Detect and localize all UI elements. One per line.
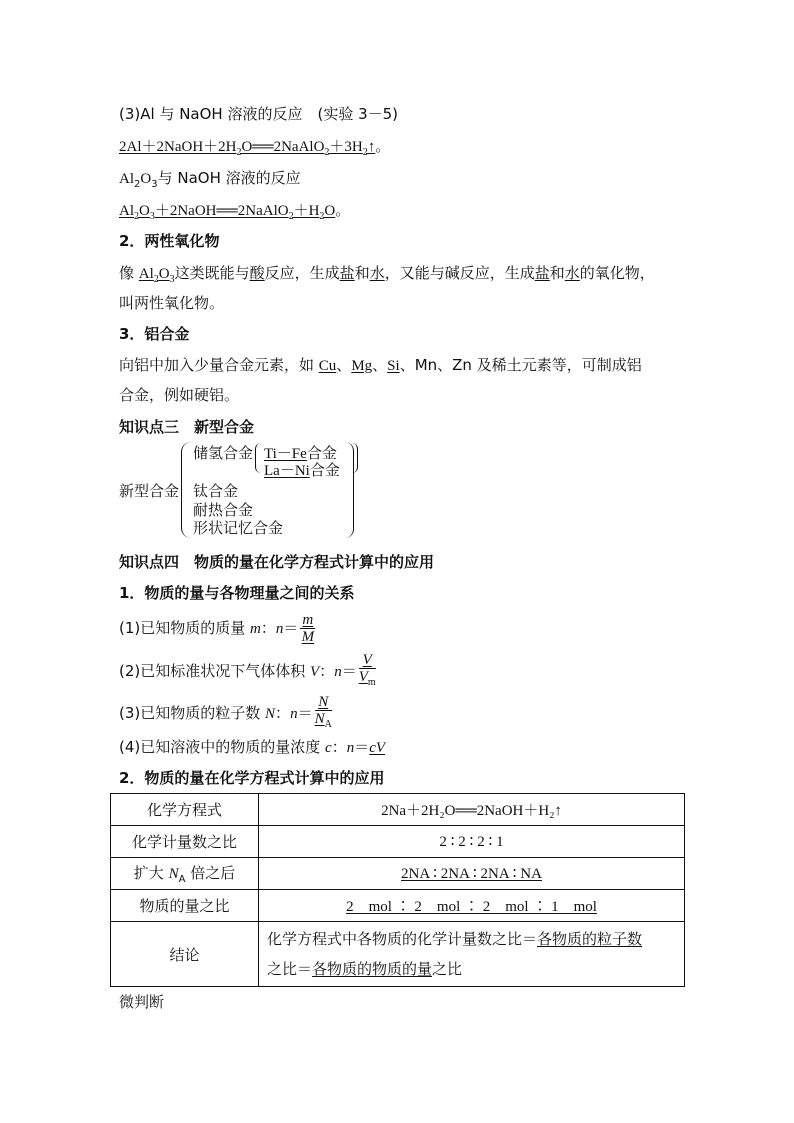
small-left-brace — [255, 443, 262, 473]
tree-root: 新型合金 — [119, 482, 180, 500]
tree-shape-memory-alloy: 形状记忆合金 — [193, 519, 284, 537]
table-row — [111, 922, 685, 987]
relation-concentration: (4)已知溶液中的物质的量浓度 c：n＝cV — [119, 738, 386, 756]
table-row — [111, 826, 685, 858]
table-row — [111, 890, 685, 922]
row-value: 2NA ∶ 2NA ∶ 2NA ∶ NA — [259, 858, 685, 890]
row-head: 扩大 $N_A$ 倍之后 — [111, 858, 259, 890]
row-head: 化学方程式 — [111, 794, 259, 826]
amphoteric-para-line1: 像 $Al_2O_3$这类既能与酸反应，生成盐和水，又能与碱反应，生成盐和水的氧化物， — [119, 264, 655, 285]
amphoteric-heading: 2．两性氧化物 — [119, 232, 220, 250]
calculation-table — [110, 793, 685, 987]
relation-mass: (1)已知物质的质量 m：n＝ $\frac{m}{M}$ — [119, 612, 315, 645]
tree-tife: Ti－Fe合金 — [264, 444, 337, 462]
fraction-m-over-M: $\frac{m}{M}$ — [301, 612, 315, 645]
kp3-heading: 知识点三 新型合金 — [119, 418, 255, 436]
big-right-brace — [345, 442, 354, 538]
tree-heat-alloy: 耐热合金 — [193, 501, 254, 519]
al2o3-reaction-title: $Al_2O_3$与 NaOH 溶液的反应 — [119, 169, 301, 190]
micro-judgement-label: 微判断 — [119, 993, 165, 1011]
row-head: 结论 — [111, 922, 259, 987]
amphoteric-para-line2: 叫两性氧化物。 — [119, 294, 225, 312]
kp4-sub1: 1．物质的量与各物理量之间的关系 — [119, 584, 355, 602]
tree-ti-alloy: 钛合金 — [193, 482, 239, 500]
fraction-N-over-NA: $\frac{N}{N_A}$ — [314, 694, 332, 730]
alloy-heading: 3．铝合金 — [119, 325, 190, 343]
row-head: 化学计量数之比 — [111, 826, 259, 858]
table-row — [111, 794, 685, 826]
alloy-para-line1: 向铝中加入少量合金元素，如 Cu、Mg、Si、Mn、Zn 及稀土元素等，可制成铝 — [119, 356, 642, 374]
row-value: 2 mol ∶ 2 mol ∶ 2 mol ∶ 1 mol — [259, 890, 685, 922]
table-row — [111, 858, 685, 890]
kp4-sub2: 2．物质的量在化学方程式计算中的应用 — [119, 769, 385, 787]
section-3-title: (3)Al 与 NaOH 溶液的反应 (实验 3－5) — [119, 105, 399, 123]
row-head: 物质的量之比 — [111, 890, 259, 922]
relation-particles: (3)已知物质的粒子数 N：n＝ $\frac{N}{N_A}$ — [119, 694, 332, 733]
row-conclusion: 化学方程式中各物质的化学计量数之比＝各物质的粒子数 之比＝各物质的物质的量之比 — [259, 922, 685, 987]
new-alloy-tree — [119, 440, 379, 540]
row-value: 2 ∶ 2 ∶ 2 ∶ 1 — [259, 826, 685, 858]
alloy-para-line2: 合金，例如硬铝。 — [119, 386, 240, 404]
equation-al-naoh: $2Al+2NaOH+2H_2O══2NaAlO_2+3H_2↑$。 — [119, 139, 391, 158]
tree-lani: La－Ni合金 — [264, 461, 340, 479]
row-value: 2Na＋2H₂O══2NaOH＋H₂↑ — [259, 794, 685, 826]
big-left-brace — [181, 442, 192, 538]
equation-al2o3-naoh: $Al_2O_3+2NaOH══2NaAlO_2+H_2O$。 — [119, 203, 351, 222]
relation-volume: (2)已知标准状况下气体体积 V：n＝ $\frac{V}{V_m}$ — [119, 652, 376, 691]
tree-storage-alloy: 储氢合金 — [193, 444, 254, 462]
kp4-heading: 知识点四 物质的量在化学方程式计算中的应用 — [119, 553, 435, 571]
fraction-V-over-Vm: $\frac{V}{V_m}$ — [358, 652, 376, 688]
